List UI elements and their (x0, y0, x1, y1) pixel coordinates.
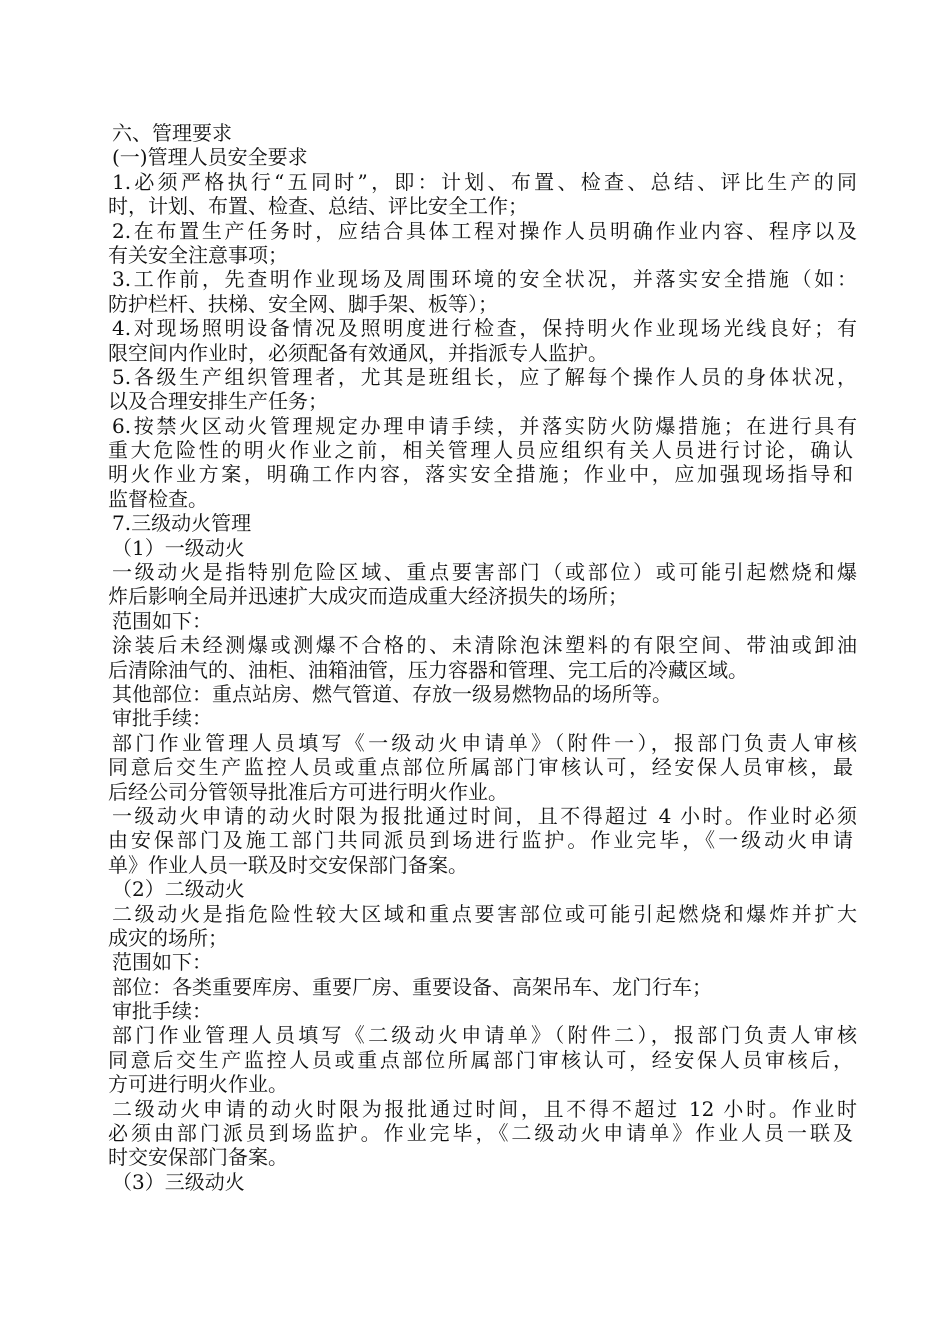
text-line: 有关安全注意事项； (108, 242, 288, 267)
text-line: 由安保部门及施工部门共同派员到场进行监护。作业完毕，《一级动火申请 (108, 828, 853, 853)
text-line: 一级动火是指特别危险区域、重点要害部门（或部位）或可能引起燃烧和爆 (112, 560, 857, 585)
text-line: 限空间内作业时，必须配备有效通风，并指派专人监护。 (108, 340, 608, 365)
text-line: 6.按禁火区动火管理规定办理申请手续，并落实防火防爆措施；在进行具有 (112, 413, 857, 438)
text-line: 时，计划、布置、检查、总结、评比安全工作； (108, 194, 528, 219)
text-line: 防护栏杆、扶梯、安全网、脚手架、板等）； (108, 291, 498, 316)
text-line: 3.工作前，先查明作业现场及周围环境的安全状况，并落实安全措施（如： (112, 267, 857, 292)
text-line: 审批手续： (112, 706, 212, 731)
text-line: 二级动火是指危险性较大区域和重点要害部位或可能引起燃烧和爆炸并扩大 (112, 901, 857, 926)
text-line: 成灾的场所； (108, 925, 228, 950)
text-line: 同意后交生产监控人员或重点部位所属部门审核认可，经安保人员审核后， (108, 1047, 853, 1072)
text-line: 同意后交生产监控人员或重点部位所属部门审核认可，经安保人员审核，最 (108, 755, 853, 780)
text-line: 二级动火申请的动火时限为报批通过时间，且不得不超过 12 小时。作业时 (112, 1096, 857, 1121)
text-line: 2.在布置生产任务时，应结合具体工程对操作人员明确作业内容、程序以及 (112, 218, 857, 243)
text-line: (一)管理人员安全要求 (112, 145, 308, 170)
text-line: 时交安保部门备案。 (108, 1145, 288, 1170)
text-line: （3）三级动火 (112, 1169, 245, 1194)
text-line: 六、管理要求 (112, 121, 232, 145)
text-line: 审批手续： (112, 999, 212, 1024)
text-line: 部门作业管理人员填写《一级动火申请单》（附件一），报部门负责人审核 (112, 730, 857, 755)
text-line: 1.必须严格执行“五同时”，即：计划、布置、检查、总结、评比生产的同 (112, 169, 857, 194)
text-line: 以及合理安排生产任务； (108, 389, 328, 414)
text-line: （2）二级动火 (112, 877, 245, 902)
text-line: 必须由部门派员到场监护。作业完毕，《二级动火申请单》作业人员一联及 (108, 1121, 853, 1146)
text-line: 范围如下： (112, 608, 212, 633)
text-line: 其他部位：重点站房、燃气管道、存放一级易燃物品的场所等。 (112, 681, 672, 706)
text-line: （1）一级动火 (112, 535, 245, 560)
text-line: 炸后影响全局并迅速扩大成灾而造成重大经济损失的场所； (108, 584, 628, 609)
text-line: 5.各级生产组织管理者，尤其是班组长，应了解每个操作人员的身体状况， (112, 364, 857, 389)
text-line: 监督检查。 (108, 486, 208, 511)
text-line: 一级动火申请的动火时限为报批通过时间，且不得超过 4 小时。作业时必须 (112, 803, 857, 828)
text-line: 后经公司分管领导批准后方可进行明火作业。 (108, 779, 508, 804)
text-line: 4.对现场照明设备情况及照明度进行检查，保持明火作业现场光线良好；有 (112, 316, 857, 341)
text-line: 部位：各类重要库房、重要厂房、重要设备、高架吊车、龙门行车； (112, 974, 712, 999)
document-page (108, 121, 857, 1194)
text-line: 单》作业人员一联及时交安保部门备案。 (108, 852, 468, 877)
text-line: 重大危险性的明火作业之前，相关管理人员应组织有关人员进行讨论，确认 (108, 438, 853, 463)
text-line: 部门作业管理人员填写《二级动火申请单》（附件二），报部门负责人审核 (112, 1023, 857, 1048)
text-line: 范围如下： (112, 950, 212, 975)
text-line: 7.三级动火管理 (112, 511, 252, 536)
text-line: 方可进行明火作业。 (108, 1072, 288, 1097)
text-line: 涂装后未经测爆或测爆不合格的、未清除泡沫塑料的有限空间、带油或卸油 (112, 633, 857, 658)
text-line: 后清除油气的、油柜、油箱油管，压力容器和管理、完工后的冷藏区域。 (108, 657, 748, 682)
text-line: 明火作业方案，明确工作内容，落实安全措施；作业中，应加强现场指导和 (108, 462, 853, 487)
